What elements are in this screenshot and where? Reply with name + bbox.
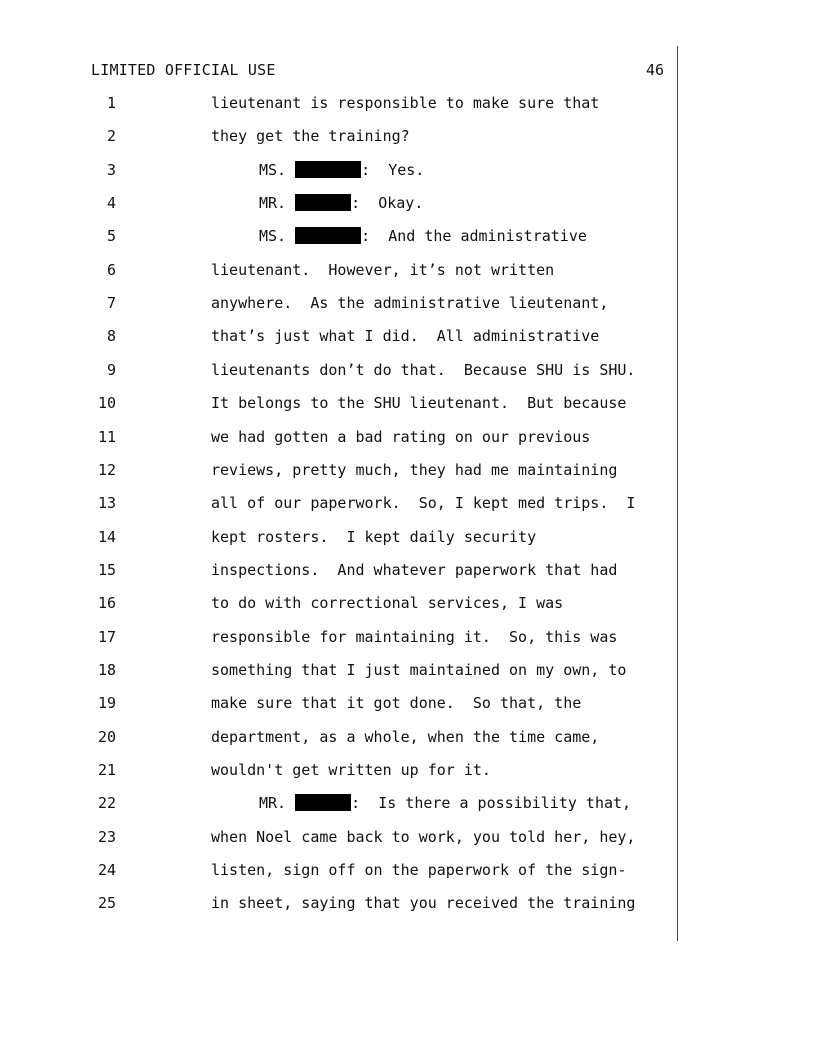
line-number: 2 [106,127,116,146]
transcript-line [0,561,816,581]
line-number: 10 [97,394,116,413]
line-number: 8 [106,327,116,346]
line-text: when Noel came back to work, you told her, hey, [211,827,636,846]
line-number: 22 [97,794,116,813]
line-text: that’s just what I did. All administrative [211,327,600,346]
line-number: 12 [97,460,116,479]
line-number: 16 [97,594,116,613]
line-number: 24 [97,861,116,880]
line-number: 18 [97,660,116,679]
speaker-statement: : And the administrative [361,227,587,246]
speaker-statement: : Is there a possibility that, [351,794,632,813]
line-text: reviews, pretty much, they had me maintaining [211,460,618,479]
line-number: 3 [106,160,116,179]
transcript-line [0,227,816,247]
transcript-line [0,361,816,381]
transcript-line [0,294,816,314]
speaker-statement: : Okay. [351,194,424,213]
line-number: 21 [97,761,116,779]
redaction-box [295,194,351,211]
line-number: 11 [97,427,116,446]
page-number: 46 [646,61,665,79]
line-text: lieutenant. However, it’s not written [211,260,555,279]
line-text: responsible for maintaining it. So, this was [211,627,618,646]
speaker-label: MS. [259,160,296,179]
line-number: 1 [106,94,116,112]
line-number: 23 [97,827,116,846]
line-number: 17 [97,627,116,646]
speaker-label: MR. [259,794,296,813]
speaker-label: MS. [259,227,296,246]
line-text [259,194,423,212]
line-text: they get the training? [211,127,410,146]
transcript-line [0,461,816,481]
line-text: something that I just maintained on my own, to [211,660,627,679]
transcript-line [0,861,816,881]
page-header-classification: LIMITED OFFICIAL USE [91,61,276,79]
transcript-line [0,194,816,214]
line-number: 5 [106,227,116,246]
line-text: lieutenants don’t do that. Because SHU is SHU. [211,360,636,379]
line-text: lieutenant is responsible to make sure that [211,94,600,112]
redaction-box [295,794,351,811]
line-number: 4 [106,194,116,213]
line-number: 19 [97,694,116,713]
speaker-label: MR. [259,194,296,213]
transcript-line [0,594,816,614]
line-number: 25 [97,894,116,913]
line-text: kept rosters. I kept daily security [211,527,537,546]
line-text: we had gotten a bad rating on our previous [211,427,591,446]
line-text: to do with correctional services, I was [211,594,564,613]
line-text: listen, sign off on the paperwork of the sign- [211,861,627,880]
transcript-line [0,661,816,681]
line-text: make sure that it got done. So that, the [211,694,582,713]
transcript-line [0,628,816,648]
line-text: inspections. And whatever paperwork that had [211,560,618,579]
transcript-line [0,694,816,714]
line-number: 14 [97,527,116,546]
line-text: It belongs to the SHU lieutenant. But because [211,394,627,413]
transcript-line [0,761,816,781]
line-text [259,227,587,245]
line-number: 15 [97,560,116,579]
transcript-line [0,794,816,814]
transcript-line [0,327,816,347]
transcript-line [0,428,816,448]
speaker-statement: : Yes. [361,160,425,179]
line-number: 6 [106,260,116,279]
transcript-line [0,127,816,147]
transcript-line [0,394,816,414]
line-number: 13 [97,494,116,513]
line-text: anywhere. As the administrative lieutenant, [211,294,609,313]
line-number: 7 [106,294,116,313]
transcript-line [0,828,816,848]
line-text: department, as a whole, when the time came, [211,727,600,746]
line-text: wouldn't get written up for it. [211,761,491,779]
transcript-line [0,94,816,114]
line-text [259,161,424,179]
transcript-line [0,528,816,548]
transcript-line [0,161,816,181]
line-text [259,794,631,812]
line-number: 9 [106,360,116,379]
transcript-line [0,894,816,914]
line-text: in sheet, saying that you received the training [211,894,636,913]
redaction-box [295,227,361,244]
transcript-line [0,728,816,748]
transcript-line [0,494,816,514]
line-text: all of our paperwork. So, I kept med trips. I [211,494,636,513]
redaction-box [295,161,361,178]
transcript-line [0,261,816,281]
line-number: 20 [97,727,116,746]
